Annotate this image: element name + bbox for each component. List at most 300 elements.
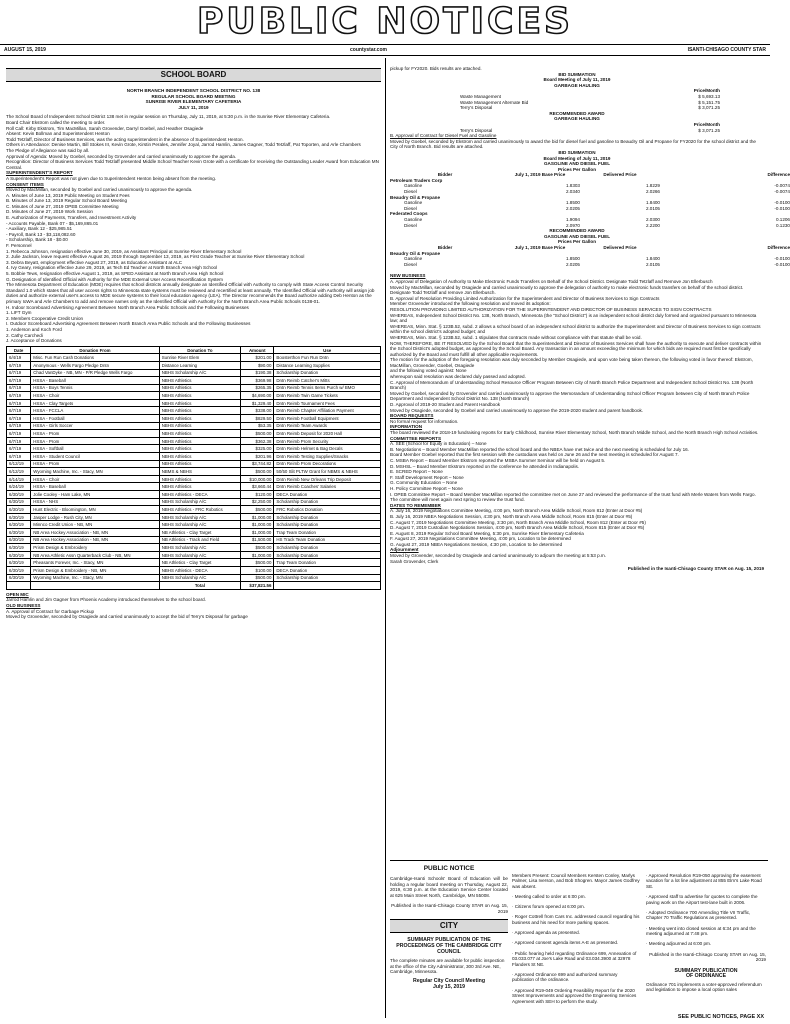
table-row — [7, 475, 381, 483]
delivered-price: 2.0105 — [645, 205, 660, 211]
table-cell: 6/4/19 — [7, 354, 31, 362]
table-cell: Dntn Reimb Football Equipment — [274, 415, 381, 423]
table-cell: 6/24/19 — [7, 483, 31, 491]
table-cell: $500.00 — [241, 544, 274, 552]
new-business-line: RESOLUTION PROVIDING LIMITED AUTHORIZATION FOR THE SUPERINTENDENT AND DIRECTOR OF BUSINESS SERVICES TO SIGN CONTRACTS — [390, 306, 712, 312]
intro-line: 2. Julie Jackson, leave request effective August 26, 2019 through September 13, 2019, as First Grade Teacher at Sunrise River Elementary School — [6, 254, 305, 260]
new-business-line: C. MSBA Report – Board Member Ekstrom reported the MSBA Summer Seminar will be held on August 5. — [390, 457, 606, 463]
new-business-line: and the following voted against: None — [390, 368, 467, 374]
city-minutes-line: · Approved Ordinance 699 and authorized summary publication of the ordinance. — [512, 971, 618, 983]
rec-award-line: Prices Per Gallon — [557, 239, 597, 245]
table-cell: 6/30/19 — [7, 551, 31, 559]
table-cell: HSSA - Baseball — [31, 377, 159, 385]
intro-line: - Scholarship, Bank 18 - $0.00 — [6, 237, 68, 243]
column-header: Bidder — [437, 245, 453, 250]
after-line: OLD BUSINESS — [6, 602, 41, 608]
table-cell: 6/30/19 — [7, 498, 31, 506]
spacer — [660, 223, 730, 229]
table-cell: 6/7/19 — [7, 377, 31, 385]
table-cell: Scholarship Donation — [274, 551, 381, 559]
new-business-line: E. August 8, 2019 Regular School Board Meeting, 5:30 pm, Sunrise River Elementary Cafeteria — [390, 530, 584, 536]
fuel-type: Gasoline — [404, 217, 423, 223]
base-price: 1.9094 — [565, 217, 580, 223]
bid-price: $ 5,693.13 — [698, 93, 720, 99]
table-cell: 6/30/19 — [7, 544, 31, 552]
table-row — [7, 551, 381, 559]
table-cell: Minnco Credit Union - NB, MN — [31, 521, 159, 529]
table-cell: Dntn Reimb New Orleans Trip Deposit — [274, 475, 381, 483]
intro-line: B. Minutes of June 13, 2019 Regular School Board Meeting — [6, 198, 128, 204]
table-cell: $2,250.00 — [241, 498, 274, 506]
city-minutes-line: · Adopted Ordinance 700 Amending Title VII Traffic, Chapter 70 Traffic Regulations as presented. — [646, 909, 751, 921]
table-cell: 6/7/19 — [7, 399, 31, 407]
table-row — [7, 468, 381, 476]
intro-line: 3. Debra Beyatt, employment effective August 27, 2019, as Education Assistant at ALC — [6, 259, 183, 265]
bid2-table — [390, 172, 790, 267]
table-cell: 6/30/19 — [7, 491, 31, 499]
bidder-name: Waste Management — [460, 93, 501, 99]
base-price: 1.8500 — [565, 256, 580, 262]
city-meeting-date: July 15, 2019 — [432, 983, 465, 990]
table-cell: Dntn Reimb Helmet & Bag Decals — [274, 445, 381, 453]
new-business-line: C. Approval of Memorandum of Understanding School Resource Officer Program Between City of North Branch Police Department and Independent School District No. 138 (North Branch) — [390, 379, 754, 391]
total-label: Total — [159, 582, 240, 590]
table-cell — [7, 582, 31, 590]
new-business-line: D. MSHSL – Board Member Ekstrom reported on the conference he attended in Indianapolis. — [390, 463, 580, 469]
delivered-price: 2.0105 — [645, 261, 660, 267]
difference: -0.0100 — [774, 200, 790, 206]
table-cell: 6/7/19 — [7, 430, 31, 438]
table-cell: DECA Donation — [274, 491, 381, 499]
intro-line: 5. Bobbie Tews, resignation effective August 1, 2019, as SPED Assistant at North Branch Area High School — [6, 271, 224, 276]
bid-row — [390, 189, 790, 195]
table-cell: Prism Design & Embroidery - NB, MN — [31, 566, 159, 574]
difference: 0.1230 — [775, 222, 790, 228]
intro-line: The Minnesota Department of Education (MDE) requires that school districts annually designate an Identified Official with Authority to comply with State Access Control Security Standard 1.0 which states that all user access rights to Minnesota state systems must be reviewed and recertified at least annually. The Identified Official with Authority will assign job duties and authorize external user's access to MDE secure systems to their local education agency (LEA). The Director recommends the Board authorize adding Deb Henton as the primary IoWA and Arle Chambers to add and remove names only as the Identified Official with Authority for the North Branch Area Public Schools 0138-01. — [6, 282, 375, 304]
table-cell: Misc. Fun Run Cash Donations — [31, 354, 159, 362]
table-cell: Trap Team Donation — [274, 528, 381, 536]
city-minutes-line: · Approved agenda as presented. — [512, 930, 580, 936]
issue-date: AUGUST 15, 2019 — [4, 47, 46, 53]
table-cell: HSSA - NHS — [31, 498, 159, 506]
table-cell: $369.98 — [241, 377, 274, 385]
fuel-type: Diesel — [404, 205, 417, 211]
table-row — [7, 415, 381, 423]
table-cell: Prism Design & Embroidery — [31, 544, 159, 552]
city-meeting-name: Regular City Council Meeting — [412, 978, 486, 985]
rec-award-line: GASOLINE AND DIESEL FUEL — [543, 233, 611, 239]
intro-line: CONSENT ITEMS — [6, 181, 44, 187]
table-cell: 6/30/19 — [7, 559, 31, 567]
column-header: Donation From — [31, 346, 159, 354]
intro-line: 1. LIFT Gym — [6, 310, 32, 316]
column-header: Delivered Price — [603, 245, 637, 250]
donations-table — [6, 346, 381, 590]
new-business-line: A. Approval of Delegation of Authority to Make Electronic Funds Transfers on Behalf of the School District. Designate Todd Tetzlaff and Remove Jon Ellerbusch — [390, 278, 713, 284]
published-line: Published in the Isanti-Chisago County STAR on Aug. 15, 2019 — [627, 566, 764, 572]
table-cell: $500.00 — [241, 559, 274, 567]
table-cell: Boosterthon Fun Run Dntn — [274, 354, 381, 362]
table-cell: Jolie Cooley - Ham Lake, MN — [31, 491, 159, 499]
donations-header — [7, 346, 381, 354]
table-cell: 6/12/19 — [7, 460, 31, 468]
spacer — [660, 172, 730, 178]
new-business-line: Sarah Grovender, Clerk — [390, 558, 439, 564]
intro-line: Absent: Kevin Bollman and Superintendent Henton — [6, 131, 110, 137]
new-business-line: Adjournment — [390, 547, 419, 553]
meeting-intro — [6, 114, 381, 343]
table-cell: NBMS & NBHS — [159, 468, 240, 476]
table-row — [7, 422, 381, 430]
table-cell: 6/7/19 — [7, 453, 31, 461]
column-header: July 1, 2019 Base Price — [514, 172, 566, 178]
column-header: Donation To — [159, 346, 240, 354]
base-price: 2.0205 — [565, 205, 580, 211]
new-business-line: COMMITTEE REPORTS — [390, 435, 442, 441]
total-value: $37,821.56 — [241, 582, 274, 590]
table-cell: NBHS Scholarship A/C — [159, 574, 240, 582]
intro-line: - Accounts Payable, Bank 07 - $5,169,865.01 — [6, 220, 99, 226]
table-row — [7, 453, 381, 461]
delivered-price: 2.0300 — [645, 217, 660, 223]
table-cell: Dntn Reimb Chapter Affiliation Payment — [274, 407, 381, 415]
table-row — [7, 559, 381, 567]
table-cell: NBHS Athletics — [159, 407, 240, 415]
intro-line: H. Indoor Scoreboard Advertising Agreement Between North Branch Area Public Schools and the Following Businesses — [6, 304, 249, 310]
table-cell: HSSA - Student Council — [31, 453, 159, 461]
table-row — [7, 445, 381, 453]
intro-line: Others in Attendance: Denise Martin, Bill Stokes III, Kevin Grote, Kirstin Perales, Jennifer Joyal, Jarrod Hamlin, James Gagner, Todd Tetzlaff, Pat Toporten, and Arle Chambers — [6, 142, 361, 148]
bidder-name: Beaudry Oil & Propane — [390, 250, 441, 256]
table-cell: 6/7/19 — [7, 384, 31, 392]
base-price: 1.8303 — [565, 183, 580, 189]
table-cell: HSSA - Football — [31, 415, 159, 423]
table-cell: NBHS Scholarship A/C — [159, 498, 240, 506]
new-business-line: F. August 27, 2019 Negotiations Committee Meeting, 4:00 pm, Location to be determined — [390, 536, 571, 542]
intro-line: J. Acceptance of Donations — [6, 338, 62, 344]
table-cell: Scholarship Donation — [274, 574, 381, 582]
heading-line: REGULAR SCHOOL BOARD MEETING — [151, 93, 236, 99]
old-business — [6, 592, 381, 620]
table-cell: $100.00 — [241, 566, 274, 574]
table-cell: HSSA - Prom — [31, 430, 159, 438]
intro-line: Approval of Agenda: Moved by Goebel, seconded by Grovender and carried unanimously to approve the agenda. — [6, 153, 237, 159]
table-cell: Pheasants Forever, Inc. - Stacy, MN — [31, 559, 159, 567]
table-cell: Dntn Reimb Prom Decorations — [274, 460, 381, 468]
city-section-head: CITY — [390, 919, 508, 933]
table-cell: Wyoming Machine, Inc. - Stacy, MN — [31, 574, 159, 582]
intro-line: C. Minutes of June 27, 2019 OPEB Committee Meeting — [6, 203, 119, 209]
table-cell: FRC Robotics Donation — [274, 506, 381, 514]
after-line: OPEN MIC — [6, 591, 29, 597]
fuel-type: Diesel — [404, 189, 417, 195]
new-business-line: G. August 27, 2019 NBEA Negotiations Session, 4:30 pm, Location to be determined — [390, 541, 563, 547]
table-cell: Dntn Reimb Tennis Items Purch w/ BMO — [274, 384, 381, 392]
spacer — [660, 206, 730, 212]
city-minutes-line: · Approved consent agenda items A-E as presented. — [512, 940, 619, 946]
table-cell: Wyoming Machine, Inc. - Stacy, MN — [31, 468, 159, 476]
new-business-line: Moved by Osagiede, seconded by Goebel and carried unanimously to approve the 2019-2020 student and parent handbook. — [390, 407, 644, 413]
difference: -0.0100 — [774, 256, 790, 262]
bidder-name: Terry's Disposal — [460, 105, 493, 111]
table-cell: NBHS Scholarship A/C — [159, 544, 240, 552]
table-row — [7, 566, 381, 574]
table-cell: $90.00 — [241, 361, 274, 369]
table-row — [7, 506, 381, 514]
table-cell: 6/30/19 — [7, 528, 31, 536]
table-cell: 6/30/19 — [7, 536, 31, 544]
spacer — [660, 245, 730, 251]
table-cell: $1,000.00 — [241, 551, 274, 559]
bid-price: $ 5,151.75 — [698, 99, 720, 105]
table-cell: 6/30/19 — [7, 506, 31, 514]
table-cell: Scholarship Donation — [274, 498, 381, 506]
table-cell: 6/7/19 — [7, 407, 31, 415]
table-cell: 6/7/19 — [7, 437, 31, 445]
table-cell: NBHS Athletics — [159, 392, 240, 400]
fuel-type: Gasoline — [404, 256, 423, 262]
table-cell: NB Area Hockey Association - NB, MN — [31, 536, 159, 544]
column-header: Delivered Price — [603, 172, 637, 178]
city-summary-title: SUMMARY PUBLICATION OF THE PROCEEDINGS OF THE CAMBRIDGE CITY COUNCIL — [396, 936, 502, 955]
city-summary-text: The complete minutes are available for public inspection at the office of the City Administrator, 300 3rd Ave. NE, Cambridge, Minnesota. — [390, 957, 505, 975]
intro-line: F. Personnel — [6, 243, 32, 249]
table-cell: Chad VanDyke - NB, MN - P/R Pledge Wells Fargo — [31, 369, 159, 377]
table-cell: $201.96 — [241, 453, 274, 461]
base-price: 2.0205 — [565, 261, 580, 267]
base-price: 2.0970 — [565, 222, 580, 228]
fuel-type: Gasoline — [404, 183, 423, 189]
table-cell: $4,690.00 — [241, 392, 274, 400]
intro-line: Todd Tetzlaff, Director of Business Services, was the acting superintendent in the absence of Superintendent Henton. — [6, 136, 244, 142]
new-business-line: WHEREAS, Independent School District No. 138, North Branch, Minnesota (the "School District") is an independent school district duly formed and organized pursuant to Minnesota law; and — [390, 312, 757, 324]
new-business-line: NEW BUSINESS — [390, 273, 426, 279]
table-cell: HSSA - Boys Tennis — [31, 384, 159, 392]
new-business-line: Member Grovender introduced the following resolution and moved its adoption: — [390, 301, 551, 307]
intro-line: - Payroll, Bank 13 - $3,118,082.60 — [6, 231, 76, 237]
difference: -0.0074 — [774, 183, 790, 189]
table-cell: Dntn Reimb Testing Supplies/Snacks — [274, 453, 381, 461]
city-minutes-line: · Approved staff to advertise for quotes to complete the paving work on the Airport test-lane built in 2006. — [646, 893, 758, 905]
new-business-line: F. Staff Development Report – None — [390, 474, 464, 480]
table-cell: NBHS Athletics — [159, 422, 240, 430]
table-cell: 6/30/19 — [7, 513, 31, 521]
table-cell: $500.00 — [241, 574, 274, 582]
intro-line: Moved by MacMillan, seconded by Goebel and carried unanimously to approve the agenda. — [6, 187, 193, 193]
intro-line: A. Minutes of June 13, 2019 Public Meeting on Student Fees — [6, 192, 130, 198]
summary-ordinance-subtitle: OF ORDINANCE — [685, 973, 727, 980]
table-cell: NBHS Athletics - FRC Robotics — [159, 506, 240, 514]
bid-price: $ 3,071.25 — [698, 127, 720, 133]
new-business — [390, 273, 764, 564]
table-cell: Sunrise River Elem — [159, 354, 240, 362]
table-row — [7, 536, 381, 544]
new-business-line: E. SCRED Report – None — [390, 469, 443, 475]
column-header: Use — [274, 346, 381, 354]
table-cell: 6/30/19 — [7, 566, 31, 574]
bid-title-line: GARBAGE HAULING — [554, 82, 600, 88]
table-row — [7, 369, 381, 377]
table-cell: Dntn Reimb Deposit for 2020 Hall — [274, 430, 381, 438]
bid-title-line: Prices Per Gallon — [557, 166, 597, 172]
new-business-line: A. July 16, 2019 Negotiations Committee Meeting, 4:00 pm, North Branch Area Middle School, Room 812 (Enter at Door #5) — [390, 508, 643, 514]
rec-award-line: RECOMMENDED AWARD — [549, 110, 605, 116]
table-cell: $120.00 — [241, 491, 274, 499]
bidder-name: Federated Coops — [390, 211, 428, 217]
summary-ordinance-title: SUMMARY PUBLICATION — [674, 967, 738, 974]
bid-title-line: GASOLINE AND DIESEL FUEL — [543, 161, 611, 167]
city-minutes-line: · Public hearing held regarding Ordinance 699, Annexation of 03.033.077 at Joe's Lake Road and 03.034.3900 at 32978 Flanders St NE. — [512, 950, 637, 967]
price-header: Price/Month — [693, 121, 720, 127]
table-cell: $362.38 — [241, 437, 274, 445]
table-cell: 6/14/19 — [7, 475, 31, 483]
bottom-divider — [390, 860, 768, 861]
new-business-line: whereupon said resolution was declared duly passed and adopted. — [390, 374, 526, 380]
table-cell: HSSA - Softball — [31, 445, 159, 453]
table-cell: $338.00 — [241, 407, 274, 415]
base-price: 1.8500 — [565, 200, 580, 206]
fuel-type: Diesel — [404, 222, 417, 228]
column-header: July 1, 2019 Base Price — [514, 245, 566, 250]
continued-link[interactable]: SEE PUBLIC NOTICES, PAGE XX — [677, 1014, 764, 1020]
new-business-line: H. Policy Committee Report – None — [390, 485, 463, 491]
bid-title-line: Board Meeting of July 11, 2019 — [543, 155, 611, 161]
bid-row — [390, 205, 790, 212]
base-price: 2.0340 — [565, 189, 580, 195]
table-cell: HSSA - Prom — [31, 437, 159, 445]
intro-line: The School Board of Independent School District 138 met in regular session on Thursday, July 11, 2019, at 5:30 p.m. in the Sunrise River Elementary Cafeteria. — [6, 114, 331, 120]
table-cell: NB Area Hockey Association - NB, MN — [31, 528, 159, 536]
table-cell: 6/7/19 — [7, 392, 31, 400]
table-cell: 6/30/19 — [7, 521, 31, 529]
heading-line: SUNRISE RIVER ELEMENTARY CAFETERIA — [145, 99, 242, 105]
table-row — [7, 437, 381, 445]
website-link[interactable]: countystar.com — [350, 47, 387, 53]
table-cell: NB Area Athletic Assn Quarterback Club - NB, MN — [31, 551, 159, 559]
new-business-line: C. August 7, 2019 Negotiations Committee Meeting, 3:30 pm, North Branch Area Middle School, Room 812 (Enter at Door #5) — [390, 519, 646, 525]
delivered-price: 2.2200 — [645, 222, 660, 228]
new-business-line: No formal request for information. — [390, 418, 459, 424]
summary-ordinance-text: Ordinance 701 implements a voter-approved referendum and legislation to impose a local option sales — [646, 981, 762, 993]
table-cell: NBHS Scholarship A/C — [159, 551, 240, 559]
spacer — [660, 262, 730, 268]
intro-line: 1. Anderson and Koch Ford — [6, 326, 62, 332]
new-business-line: WHEREAS, Minn. Stat. § 123B.52, subd. 2 allows a school board of an independent school district to authorize the Superintendent and Director of Business Services to sign contracts within the school district's adopted budget; and — [390, 323, 761, 335]
city-minutes-line: · Approved Resolution R19-050 approving the easement vacation for a lot line adjustment at 855 Elm's Lake Road SE. — [646, 872, 762, 889]
table-cell: 6/7/19 — [7, 445, 31, 453]
table-cell: $265.35 — [241, 384, 274, 392]
intro-line: Recognition: Director of Business Services Todd Tetzlaff presented Middle School Teacher Kevin Grote with a certificate for receiving the Outstanding Leader Award from Education MN Central. — [6, 159, 379, 170]
new-business-line: G. Community Education – None — [390, 480, 458, 486]
fuel-contract-text — [390, 133, 764, 150]
city-minutes-line: · Meeting adjourned at 6:00 pm. — [646, 941, 712, 947]
bid-title-line: BID SUMMATION — [558, 71, 596, 77]
table-row — [7, 430, 381, 438]
table-cell: NBHS Athletics — [159, 415, 240, 423]
table-cell: NB Athletics - Clay Target — [159, 528, 240, 536]
table-cell: $3,660.44 — [241, 483, 274, 491]
new-business-line: A. SEE (School for Equity in Education) – None — [390, 441, 487, 447]
city-minutes-line: · Meeting went into closed session at 6:34 pm and the meeting adjourned at 7:48 pm. — [646, 925, 756, 937]
new-business-line: WHEREAS, Minn. Stat. § 123B.52, subd. 1 stipulates that contracts made without compliance with that statute shall be void. — [390, 334, 642, 340]
table-cell: NBHS Athletics — [159, 475, 240, 483]
fuel-type: Gasoline — [404, 200, 423, 206]
intro-line: E. Authorization of Payments, Transfers, and Investment Activity — [6, 215, 137, 221]
rec-award-line: RECOMMENDED AWARD — [549, 228, 605, 234]
bid2-title — [390, 150, 764, 172]
table-cell: Dntn Reimb Tournament Fees — [274, 399, 381, 407]
delivered-price: 2.0266 — [645, 189, 660, 195]
delivered-price: 1.8400 — [645, 256, 660, 262]
table-cell: 6/7/19 — [7, 361, 31, 369]
table-row — [7, 460, 381, 468]
price-header: Price/Month — [693, 88, 720, 94]
table-cell: $10,000.00 — [241, 475, 274, 483]
paper-name: ISANTI-CHISAGO COUNTY STAR — [687, 47, 766, 53]
table-cell: Scholarship Donation — [274, 544, 381, 552]
new-business-line: NOW, THEREFORE, BE IT RESOLVED by the School Board that the Superintendent and Director of Business Services shall have the authority to execute and deliver contracts within the School District's adopted budget, as approved by the School Board. Any transaction in an amount exceeding the minimum for which bids are required must first be specifically authorized by the Board and must fulfill all other applicable requirements. — [390, 340, 762, 357]
bidder-name: Terry's Disposal — [460, 127, 493, 133]
intro-line: 2. Cathy Carchedi — [6, 332, 43, 338]
table-cell: $325.00 — [241, 445, 274, 453]
new-business-line: BOARD REQUESTS — [390, 413, 434, 419]
intro-line: G. Designation of Identified Official with Authority for the MDE External User Access Recertification System — [6, 276, 223, 282]
table-cell: DECA Donation — [274, 566, 381, 574]
table-row — [7, 384, 381, 392]
intro-line: D. Minutes of June 27, 2019 Work Session — [6, 209, 93, 215]
table-cell: NBHS Athletics — [159, 430, 240, 438]
column-divider — [385, 58, 386, 1018]
dateline — [0, 45, 770, 56]
intro-line: 1. Rebecca Johnson, resignation effective June 30, 2019, as Assistant Principal at Sunrise River Elementary School — [6, 248, 242, 254]
table-row — [7, 544, 381, 552]
table-cell: $500.00 — [241, 430, 274, 438]
table-cell: $1,000.00 — [241, 528, 274, 536]
column-header: Bidder — [437, 172, 453, 178]
table-cell: NBHS Athletics — [159, 483, 240, 491]
intro-line: A Superintendent's Report was not given due to Superintendent Henton being absent from the meeting. — [6, 175, 217, 181]
new-business-line: B. July 16, 2019 NBEA Negotiations Session, 4:30 pm, North Branch Area Middle School, Room 815 (Enter at Door #5) — [390, 513, 633, 519]
table-cell: $500.00 — [241, 468, 274, 476]
after-line: A. Approval of Contract for Garbage Pickup — [6, 608, 95, 614]
new-business-line: Moved by MacMillan, seconded by Osagiede and carried unanimously to approve the delegation of authority to make electronic funds transfers on behalf of the school district. Designate Todd Tetzlaff and remove Jon Ellerbusch. — [390, 284, 744, 296]
table-cell: Distance Learning Supplies — [274, 361, 381, 369]
table-cell: 50/50 Slit PLTW Grant for NBMS & NBHS — [274, 468, 381, 476]
table-cell: $190.38 — [241, 369, 274, 377]
column-header: Difference — [767, 245, 790, 250]
bid-price: $ 3,071.25 — [698, 105, 720, 111]
b-text-line: Moved by Goebel, seconded by Ekstrom and carried unanimously to award the bid for diesel fuel and gasoline to Beaudry Oil and Propane for FY2020 for the school district and the City of North Branch. Bid results are attached. — [390, 138, 756, 150]
table-cell: Anonymous - Wells Fargo Pledge Dntn — [31, 361, 159, 369]
table-cell: $1,500.00 — [241, 536, 274, 544]
intro-line: SUPERINTENDENT'S REPORT — [6, 170, 73, 176]
table-cell: $500.00 — [241, 506, 274, 514]
table-cell: Dntn Reimb Prom Security — [274, 437, 381, 445]
intro-line: Roll Call: Kirby Ekstrom, Tim MacMillan, Sarah Grovender, Darryl Goebel, and Heather Osagiede — [6, 125, 204, 131]
table-cell: Scholarship Donation — [274, 513, 381, 521]
city-minutes-right — [646, 868, 766, 998]
intro-line: I. Outdoor Scoreboard Advertising Agreement Between North Branch Area Public Schools and the Following Businesses — [6, 321, 251, 327]
table-row — [7, 521, 381, 529]
delivered-price: 1.8229 — [645, 183, 660, 189]
table-cell: Hunt Electric - Bloomington, MN — [31, 506, 159, 514]
public-notice-box — [390, 864, 508, 991]
city-minutes-middle — [512, 868, 640, 1009]
bid1-title — [390, 72, 764, 89]
public-notice-text: Cambridge-Isanti Schools' Board of Education will be holding a regular board meeting on Thursday, August 22, 2019, 6:30 p.m. at the Education Service Center located at 625 Main Street North, Cambridge, MN 55008. — [390, 876, 508, 898]
table-cell: HSSA - Clay Targets — [31, 399, 159, 407]
table-row — [7, 361, 381, 369]
